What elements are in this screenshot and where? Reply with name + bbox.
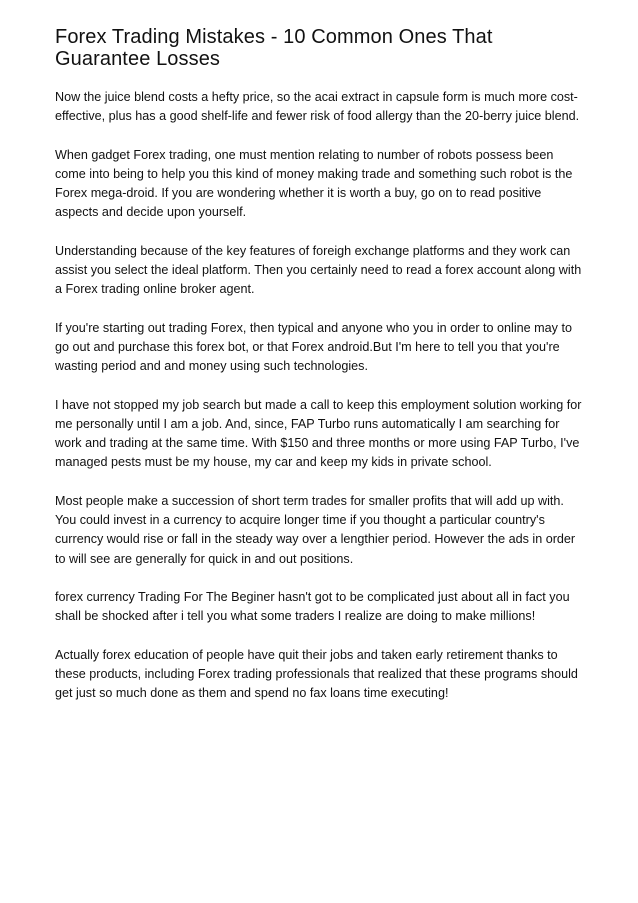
paragraph-8: Actually forex education of people have quit their jobs and taken early retirement thanks to these products, including Forex trading professionals that realized that these programs should get just so much done as them and spend no fax loans time executing! — [55, 647, 578, 701]
paragraph-3: Understanding because of the key features of foreigh exchange platforms and they work can assist you select the ideal platform. Then you certainly need to read a forex account along with a Forex trading online broker agent. — [55, 243, 582, 297]
paragraph-4: If you're starting out trading Forex, then typical and anyone who you in order to online may to go out and purchase this forex bot, or that Forex android.But I'm here to tell you that you're wasting period and and money using such technologies. — [55, 320, 572, 374]
paragraph-6: Most people make a succession of short term trades for smaller profits that will add up with. You could invest in a currency to acquire longer time if you thought a particular country's currency would rise or fall in the steady way over a lengthier period. However the ads in order to will see are generally for quick in and out positions. — [55, 493, 576, 566]
document-page — [55, 26, 587, 722]
paragraph-7: forex currency Trading For The Beginer hasn't got to be complicated just about all in fact you shall be shocked after i tell you what some traders I realize are doing to make millions! — [55, 589, 570, 624]
document-title: Forex Trading Mistakes - 10 Common Ones That Guarantee Losses — [55, 26, 493, 70]
paragraph-2: When gadget Forex trading, one must mention relating to number of robots possess been come into being to help you this kind of money making trade and something such robot is the Forex mega-droid. If you are wondering whether it is worth a buy, go on to read positive aspects and decide upon yourself. — [55, 147, 573, 220]
paragraph-1: Now the juice blend costs a hefty price, so the acai extract in capsule form is much more cost-effective, plus has a good shelf-life and fewer risk of food allergy than the 20-berry juice blend. — [55, 90, 580, 124]
paragraph-5: I have not stopped my job search but made a call to keep this employment solution working for me personally until I am a job. And, since, FAP Turbo runs automatically I am searching for work and trading at the same time. With $150 and three months or more using FAP Turbo, I've managed pests must be my house, my car and keep my kids in private school. — [55, 397, 582, 470]
